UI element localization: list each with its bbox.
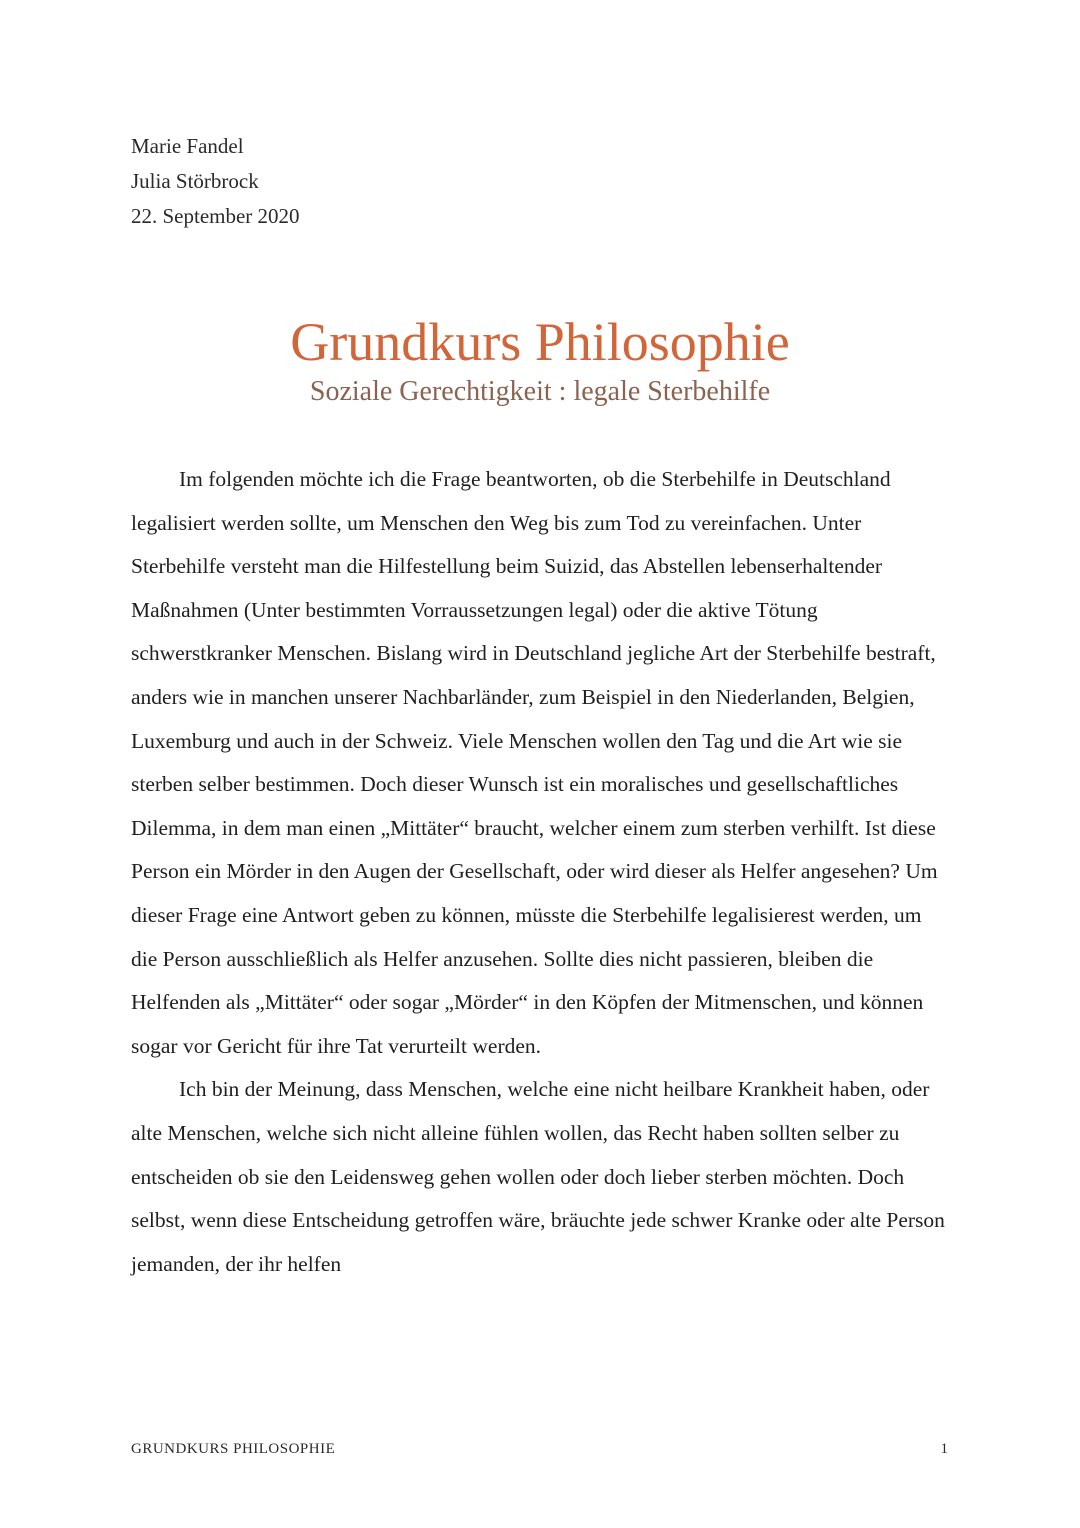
running-footer-title: GRUNDKURS PHILOSOPHIE: [131, 1441, 336, 1457]
document-subtitle: Soziale Gerechtigkeit : legale Sterbehilfe: [309, 376, 771, 407]
paragraph: Ich bin der Meinung, dass Menschen, welche eine nicht heilbare Krankheit haben, oder alte Menschen, welche sich nicht alleine fühlen wollen, das Recht haben sollten selber zu entscheiden ob sie den Leidensweg gehen wollen oder doch lieber sterben möchten. Doch selbst, wenn diese Entscheidung getroffen wäre, bräuchte jede schwer Kranke oder alte Person jemanden, der ihr helfen: [131, 1077, 945, 1276]
body-text: [131, 458, 947, 1286]
paragraph: Im folgenden möchte ich die Frage beantworten, ob die Sterbehilfe in Deutschland legalisiert werden sollte, um Menschen den Weg bis zum Tod zu vereinfachen. Unter Sterbehilfe versteht man die Hilfestellung beim Suizid, das Abstellen lebenserhaltender Maßnahmen (Unter bestimmten Vorraussetzungen legal) oder die aktive Tötung schwerstkranker Menschen. Bislang wird in Deutschland jegliche Art der Sterbehilfe bestraft, anders wie in manchen unserer Nachbarländer, zum Beispiel in den Niederlanden, Belgien, Luxemburg und auch in der Schweiz. Viele Menschen wollen den Tag und die Art wie sie sterben selber bestimmen. Doch dieser Wunsch ist ein moralisches und gesellschaftliches Dilemma, in dem man einen „Mittäter“ braucht, welcher einem zum sterben verhilft. Ist diese Person ein Mörder in den Augen der Gesellschaft, oder wird dieser als Helfer angesehen? Um dieser Frage eine Antwort geben zu können, müsste die Sterbehilfe legalisierest werden, um die Person ausschließlich als Helfer anzusehen. Sollte dies nicht passieren, bleiben die Helfenden als „Mittäter“ oder sogar „Mörder“ in den Köpfen der Mitmenschen, und können sogar vor Gericht für ihre Tat verurteilt werden.: [131, 467, 938, 1058]
document-date: 22. September 2020: [131, 204, 300, 228]
author-block: [131, 129, 300, 234]
author-name: Marie Fandel: [131, 134, 244, 158]
page-number: 1: [940, 1441, 948, 1457]
author-name: Julia Störbrock: [131, 169, 259, 193]
document-title: Grundkurs Philosophie: [290, 312, 790, 372]
